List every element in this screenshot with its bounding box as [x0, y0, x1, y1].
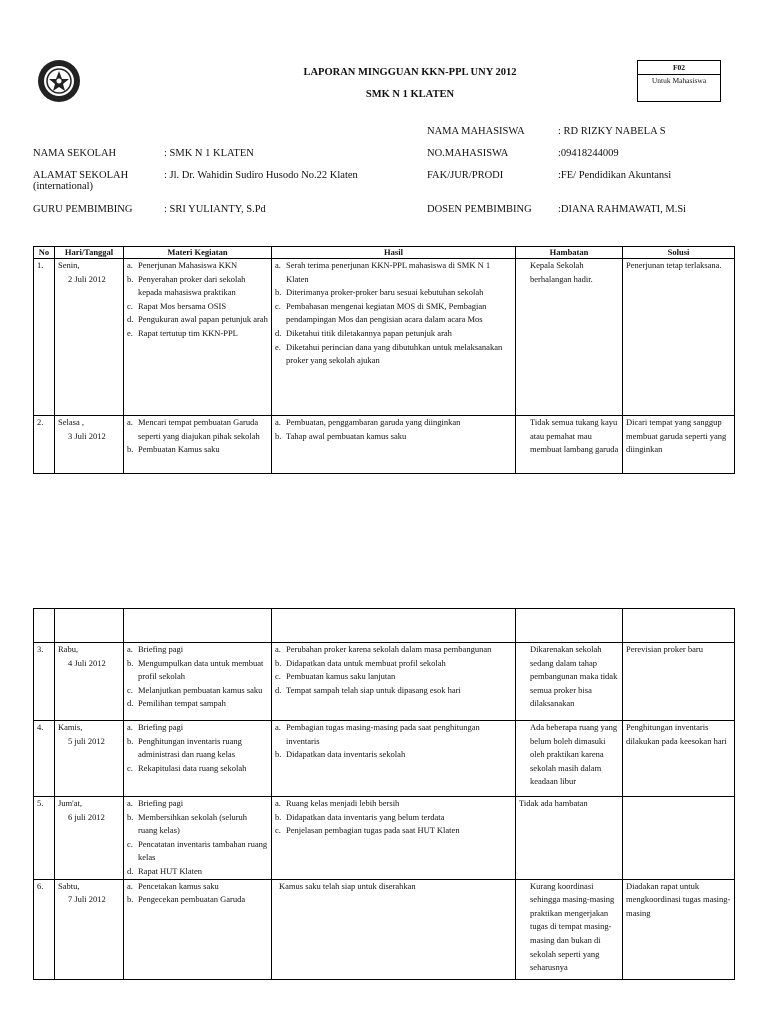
cell-materi — [124, 879, 272, 979]
item-marker: b. — [127, 273, 134, 284]
item-text: Melanjutkan pembuatan kamus saku — [138, 684, 263, 695]
alamat-label: ALAMAT SEKOLAH — [33, 170, 129, 181]
item-marker: b. — [127, 811, 134, 822]
cell-materi — [124, 721, 272, 797]
header-materi: Materi Kegiatan — [124, 247, 272, 259]
item-marker: d. — [275, 327, 282, 338]
cell-solusi: Penghitungan inventaris dilakukan pada keesokan hari — [623, 721, 735, 797]
hasil-list — [275, 259, 512, 368]
weekly-report-table-page-2 — [33, 608, 735, 980]
table-row — [34, 416, 735, 474]
nama-sekolah-label: NAMA SEKOLAH — [33, 148, 117, 159]
cell-hambatan: Kepala Sekolah berhalangan hadir. — [516, 259, 623, 416]
cell-hasil — [272, 721, 516, 797]
cell-hasil — [272, 416, 516, 474]
item-marker: c. — [275, 825, 281, 836]
item-text: Penjelasan pembagian tugas pada saat HUT Klaten — [286, 825, 460, 836]
item-text: Diketahui perincian dana yang dibutuhkan untuk melaksanakan proker yang sekolah ajukan — [286, 341, 503, 366]
cell-solusi: Dicari tempat yang sanggup membuat garuda seperti yang diinginkan — [623, 416, 735, 474]
day-name: Jum'at, — [58, 798, 82, 808]
item-marker: b. — [275, 430, 282, 441]
date-text: 3 Juli 2012 — [68, 430, 106, 441]
hasil-item — [275, 797, 512, 811]
cell-materi — [124, 259, 272, 416]
item-text: Mengumpulkan data untuk membuat profil sekolah — [138, 657, 264, 682]
cell-solusi: Perevisian proker baru — [623, 643, 735, 721]
item-text: Pencatatan inventaris tambahan ruang kelas — [138, 838, 268, 863]
item-text: Rapat HUT Klaten — [138, 865, 203, 876]
cell-hambatan: Kurang koordinasi sehingga masing-masing praktikan mengerjakan tugas di tempat masing-masing dan bukan di sekolah seperti yang seharusnya — [516, 879, 623, 979]
day-name: Selasa , — [58, 417, 84, 427]
form-code: F02 — [638, 61, 720, 75]
header-hambatan: Hambatan — [516, 247, 623, 259]
item-marker: a. — [127, 644, 133, 654]
form-code-box — [637, 60, 721, 102]
date-text: 2 Juli 2012 — [68, 273, 106, 284]
materi-item — [127, 273, 268, 300]
item-text: Rapat tertutup tim KKN-PPL — [138, 327, 238, 338]
materi-item — [127, 327, 268, 341]
item-text: Didapatkan data inventaris sekolah — [286, 749, 406, 760]
dosen-value: :DIANA RAHMAWATI, M.Si — [558, 204, 687, 215]
date-text: 6 juli 2012 — [68, 811, 105, 822]
materi-item — [127, 797, 268, 811]
day-name: Kamis, — [58, 722, 83, 732]
materi-item — [127, 865, 268, 879]
item-text: Pengecekan pembuatan Garuda — [138, 894, 246, 905]
item-text: Pengukuran awal papan petunjuk arah — [138, 314, 268, 325]
item-text: Briefing pagi — [138, 644, 184, 654]
cell-hasil — [272, 643, 516, 721]
hasil-item — [275, 286, 512, 300]
materi-item — [127, 893, 268, 907]
item-text: Pembagian tugas masing-masing pada saat penghitungan inventaris — [286, 722, 480, 746]
day-name: Sabtu, — [58, 880, 80, 891]
materi-item — [127, 313, 268, 327]
table-row — [34, 721, 735, 797]
item-text: Penyerahan proker dari sekolah kepada mahasiswa praktikan — [138, 273, 246, 298]
cell-hasil — [272, 797, 516, 880]
item-marker: b. — [127, 735, 134, 746]
materi-item — [127, 811, 268, 838]
cell-hari-tanggal — [55, 879, 124, 979]
item-text: Briefing pagi — [138, 722, 184, 732]
item-text: Tempat sampah telah siap untuk dipasang esok hari — [286, 684, 461, 695]
date-text: 5 juli 2012 — [68, 735, 105, 746]
materi-item — [127, 643, 268, 657]
item-marker: a. — [275, 260, 281, 270]
cell-no: 5. — [34, 797, 55, 880]
table-row — [34, 259, 735, 416]
item-marker: d. — [127, 698, 134, 709]
cell-hari-tanggal — [55, 797, 124, 880]
guru-value: : SRI YULIANTY, S.Pd — [164, 204, 266, 215]
item-marker: a. — [275, 644, 281, 654]
form-note: Untuk Mahasiswa — [651, 76, 707, 85]
item-text: Mencari tempat pembuatan Garuda seperti yang diajukan pihak sekolah — [138, 417, 260, 441]
hasil-item — [275, 748, 512, 762]
cell-materi — [124, 797, 272, 880]
item-marker: b. — [275, 657, 282, 668]
hasil-item — [275, 643, 512, 657]
header-solusi: Solusi — [623, 247, 735, 259]
hasil-item — [275, 684, 512, 698]
item-marker: a. — [127, 260, 133, 270]
hasil-list — [275, 643, 512, 697]
item-marker: d. — [127, 314, 134, 325]
school-title: SMK N 1 KLATEN — [365, 89, 455, 100]
materi-list — [127, 797, 268, 879]
date-text: 4 Juli 2012 — [68, 657, 106, 668]
table-row — [34, 797, 735, 880]
item-text: Rekapitulasi data ruang sekolah — [138, 762, 247, 773]
alamat-sub-label: (international) — [33, 181, 94, 192]
item-text: Pembuatan kamus saku lanjutan — [286, 671, 396, 682]
materi-item — [127, 657, 268, 684]
table-row — [34, 643, 735, 721]
hasil-text: Kamus saku telah siap untuk diserahkan — [279, 880, 416, 891]
cell-hari-tanggal — [55, 721, 124, 797]
cell-materi — [124, 643, 272, 721]
cell-hambatan: Dikarenakan sekolah sedang dalam tahap pembangunan maka tidak semua proker bisa dilaksanakan — [516, 643, 623, 721]
item-text: Perubahan proker karena sekolah dalam masa pembangunan — [286, 644, 492, 654]
nama-mahasiswa-value: : RD RIZKY NABELA S — [558, 126, 666, 137]
guru-label: GURU PEMBIMBING — [33, 204, 133, 215]
materi-item — [127, 880, 268, 894]
item-marker: b. — [127, 657, 134, 668]
hasil-item — [275, 259, 512, 286]
day-name: Rabu, — [58, 644, 79, 654]
table-header-row — [34, 247, 735, 259]
hasil-item — [275, 416, 512, 430]
item-text: Didapatkan data inventaris yang belum terdata — [286, 811, 445, 822]
cell-no: 3. — [34, 643, 55, 721]
header-hari-tanggal: Hari/Tanggal — [55, 247, 124, 259]
blank-header-row — [34, 609, 735, 643]
cell-solusi: Penerjunan tetap terlaksana. — [623, 259, 735, 416]
item-text: Ruang kelas menjadi lebih bersih — [286, 798, 400, 808]
item-marker: b. — [275, 287, 282, 298]
cell-no: 2. — [34, 416, 55, 474]
item-marker: e. — [275, 341, 281, 352]
materi-item — [127, 735, 268, 762]
hasil-item — [275, 824, 512, 838]
item-marker: a. — [127, 798, 133, 808]
uny-logo — [37, 59, 81, 103]
item-marker: a. — [275, 417, 281, 427]
materi-item — [127, 684, 268, 698]
nama-mahasiswa-label: NAMA MAHASISWA — [427, 126, 525, 137]
materi-item — [127, 721, 268, 735]
item-marker: a. — [127, 722, 133, 732]
cell-hambatan: Ada beberapa ruang yang belum boleh dimasuki oleh praktikan karena sekolah masih dalam keadaan libur — [516, 721, 623, 797]
materi-item — [127, 259, 268, 273]
fak-value: :FE/ Pendidikan Akuntansi — [558, 170, 672, 181]
alamat-value: : Jl. Dr. Wahidin Sudiro Husodo No.22 Klaten — [164, 170, 358, 181]
cell-no: 1. — [34, 259, 55, 416]
item-marker: b. — [275, 811, 282, 822]
hasil-item — [275, 811, 512, 825]
item-text: Briefing pagi — [138, 798, 184, 808]
materi-item — [127, 762, 268, 776]
item-marker: a. — [127, 880, 133, 891]
item-text: Pembuatan, penggambaran garuda yang diinginkan — [286, 417, 461, 427]
item-text: Pembahasan mengenai kegiatan MOS di SMK, Pembagian pendampingan Mos dan pengisian acara dalam acara Mos — [286, 300, 487, 325]
materi-item — [127, 838, 268, 865]
hasil-item — [275, 430, 512, 444]
no-mahasiswa-value: :09418244009 — [558, 148, 619, 159]
item-text: Pemilihan tempat sampah — [138, 698, 226, 709]
cell-solusi — [623, 797, 735, 880]
item-text: Pencetakan kamus saku — [138, 880, 219, 891]
item-marker: a. — [127, 417, 133, 427]
materi-item — [127, 416, 268, 443]
item-text: Serah terima penerjunan KKN-PPL mahasiswa di SMK N 1 Klaten — [286, 260, 491, 284]
cell-no: 6. — [34, 879, 55, 979]
item-text: Didapatkan data untuk membuat profil sekolah — [286, 657, 446, 668]
item-text: Penghitungan inventaris ruang administrasi dan ruang kelas — [138, 735, 242, 760]
item-text: Pembuatan Kamus saku — [138, 444, 220, 455]
cell-hambatan: Tidak ada hambatan — [516, 797, 623, 880]
materi-list — [127, 880, 268, 907]
hasil-item — [275, 341, 512, 368]
fak-label: FAK/JUR/PRODI — [427, 170, 504, 181]
hasil-list — [275, 797, 512, 838]
cell-solusi: Diadakan rapat untuk mengkoordinasi tugas masing-masing — [623, 879, 735, 979]
materi-list — [127, 721, 268, 775]
item-text: Diterimanya proker-proker baru sesuai kebutuhan sekolah — [286, 287, 484, 298]
table-row — [34, 879, 735, 979]
header-no: No — [34, 247, 55, 259]
item-marker: c. — [275, 300, 281, 311]
item-text: Penerjunan Mahasiswa KKN — [138, 260, 238, 270]
hasil-item — [275, 670, 512, 684]
item-marker: b. — [275, 749, 282, 760]
weekly-report-table-page-1 — [33, 246, 735, 474]
cell-hari-tanggal — [55, 416, 124, 474]
cell-hasil — [272, 259, 516, 416]
hasil-item — [275, 657, 512, 671]
no-mahasiswa-label: NO.MAHASISWA — [427, 148, 509, 159]
item-text: Tahap awal pembuatan kamus saku — [286, 430, 407, 441]
item-marker: c. — [275, 671, 281, 682]
item-marker: c. — [127, 762, 133, 773]
item-marker: c. — [127, 838, 133, 849]
cell-hari-tanggal — [55, 643, 124, 721]
nama-sekolah-value: : SMK N 1 KLATEN — [164, 148, 254, 159]
cell-no: 4. — [34, 721, 55, 797]
materi-item — [127, 300, 268, 314]
cell-materi — [124, 416, 272, 474]
materi-list — [127, 416, 268, 457]
hasil-list — [275, 416, 512, 443]
materi-list — [127, 643, 268, 711]
item-marker: c. — [127, 684, 133, 695]
report-title: LAPORAN MINGGUAN KKN-PPL UNY 2012 — [303, 67, 517, 78]
item-text: Rapat Mos bersama OSIS — [138, 300, 227, 311]
day-name: Senin, — [58, 260, 80, 270]
hasil-list — [275, 721, 512, 762]
cell-hari-tanggal — [55, 259, 124, 416]
cell-hambatan: Tidak semua tukang kayu atau pemahat mau membuat lambang garuda — [516, 416, 623, 474]
header-hasil: Hasil — [272, 247, 516, 259]
materi-item — [127, 697, 268, 711]
item-marker: c. — [127, 300, 133, 311]
cell-hasil — [272, 879, 516, 979]
materi-item — [127, 443, 268, 457]
date-text: 7 Juli 2012 — [68, 894, 106, 905]
item-text: Diketahui titik diletakannya papan petunjuk arah — [286, 327, 452, 338]
hasil-item — [275, 721, 512, 748]
item-marker: d. — [275, 684, 282, 695]
item-marker: d. — [127, 865, 134, 876]
item-marker: e. — [127, 327, 133, 338]
dosen-label: DOSEN PEMBIMBING — [427, 204, 532, 215]
materi-list — [127, 259, 268, 341]
item-marker: b. — [127, 894, 134, 905]
item-text: Membersihkan sekolah (seluruh ruang kelas) — [138, 811, 248, 836]
item-marker: a. — [275, 722, 281, 732]
item-marker: a. — [275, 798, 281, 808]
item-marker: b. — [127, 444, 134, 455]
hasil-item — [275, 300, 512, 327]
hasil-item — [275, 327, 512, 341]
